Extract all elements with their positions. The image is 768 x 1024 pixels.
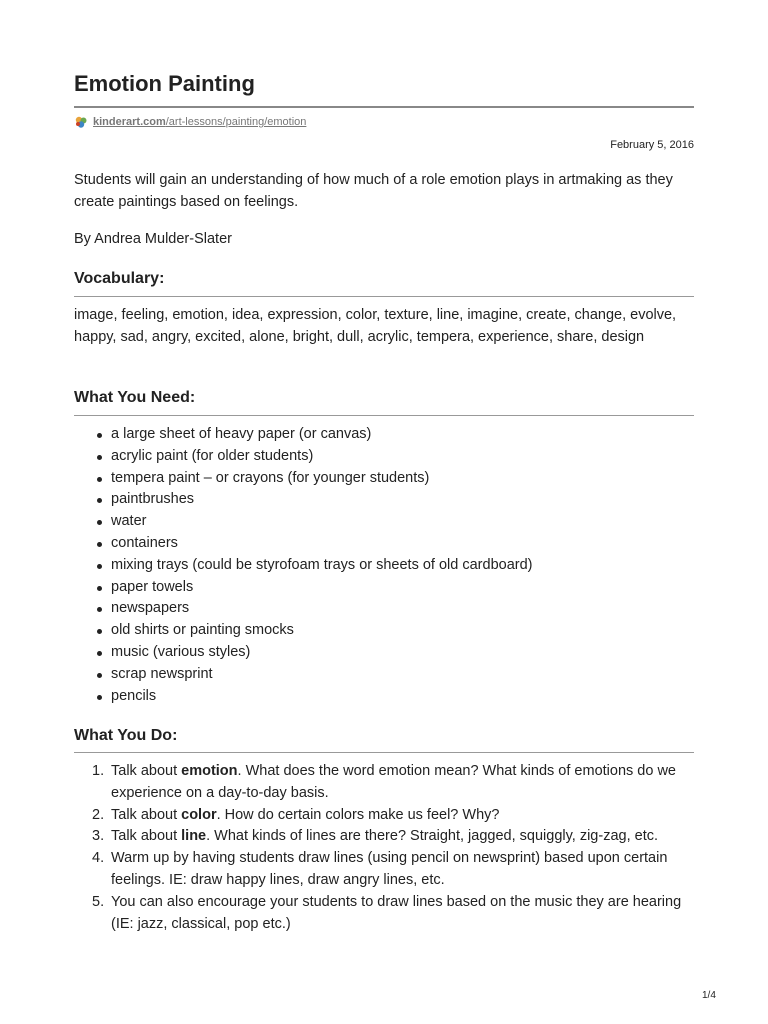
list-item: a large sheet of heavy paper (or canvas) [111, 424, 711, 446]
step-item [92, 892, 694, 936]
publish-date: February 5, 2016 [610, 139, 694, 151]
step-keyword: emotion [181, 763, 238, 779]
step-text-pre: Talk about [111, 763, 182, 779]
author-byline: By Andrea Mulder-Slater [74, 231, 232, 247]
what-you-do-heading: What You Do: [74, 727, 178, 744]
site-favicon-icon [74, 115, 88, 129]
page-number: 1/4 [702, 990, 716, 1001]
step-item [92, 805, 694, 827]
vocabulary-divider [74, 296, 694, 297]
step-text-post: . What does the word emotion mean? What kinds of emotions do we experience on a day-to-day basis. [111, 763, 676, 801]
list-item: scrap newsprint [111, 664, 711, 686]
step-item [92, 826, 694, 848]
step-number: 2. [92, 806, 105, 823]
list-item: old shirts or painting smocks [111, 620, 711, 642]
step-keyword: color [181, 806, 217, 823]
step-keyword: line [181, 828, 207, 845]
source-domain: kinderart.com [93, 116, 166, 128]
step-number: 5. [92, 893, 105, 910]
title-divider [74, 106, 694, 108]
step-text-pre: Warm up by having students draw lines (using pencil on newsprint) based upon certain feelings. IE: draw happy lines, draw angry lines, etc. [111, 850, 668, 888]
list-item: water [111, 511, 711, 533]
list-item: containers [111, 533, 711, 555]
step-text-pre: Talk about [111, 806, 182, 823]
list-item: paper towels [111, 577, 711, 599]
materials-list [74, 424, 711, 707]
vocabulary-heading: Vocabulary: [74, 270, 165, 287]
source-path: /art-lessons/painting/emotion [165, 116, 307, 128]
step-text-pre: You can also encourage your students to draw lines based on the music they are hearing (IE: jazz, classical, pop etc.) [111, 893, 682, 932]
page-title: Emotion Painting [74, 71, 255, 96]
steps-list [74, 761, 694, 935]
step-text-pre: Talk about [111, 828, 182, 845]
what-you-need-heading: What You Need: [74, 389, 196, 406]
step-number: 1. [92, 763, 105, 779]
what-you-need-divider [74, 415, 694, 416]
source-url-link[interactable] [93, 116, 306, 128]
list-item: paintbrushes [111, 489, 711, 511]
step-number: 4. [92, 850, 105, 867]
list-item: newspapers [111, 598, 711, 620]
list-item: acrylic paint (for older students) [111, 446, 711, 468]
vocabulary-text: image, feeling, emotion, idea, expression, color, texture, line, imagine, create, change, evolve, happy, sad, angry, excited, alone, bright, dull, acrylic, tempera, experience, share, design [74, 307, 677, 345]
list-item: tempera paint – or crayons (for younger students) [111, 468, 711, 490]
step-item [92, 761, 694, 805]
list-item: pencils [111, 686, 711, 708]
intro-paragraph: Students will gain an understanding of how much of a role emotion plays in artmaking as they create paintings based on feelings. [74, 172, 673, 210]
step-number: 3. [92, 828, 105, 845]
step-item [92, 848, 694, 892]
step-text-post: . What kinds of lines are there? Straight, jagged, squiggly, zig-zag, etc. [206, 828, 659, 845]
step-text-post: . How do certain colors make us feel? Why? [216, 806, 500, 823]
source-link-row [74, 114, 306, 130]
list-item: mixing trays (could be styrofoam trays or sheets of old cardboard) [111, 555, 711, 577]
list-item: music (various styles) [111, 642, 711, 664]
what-you-do-divider [74, 752, 694, 753]
